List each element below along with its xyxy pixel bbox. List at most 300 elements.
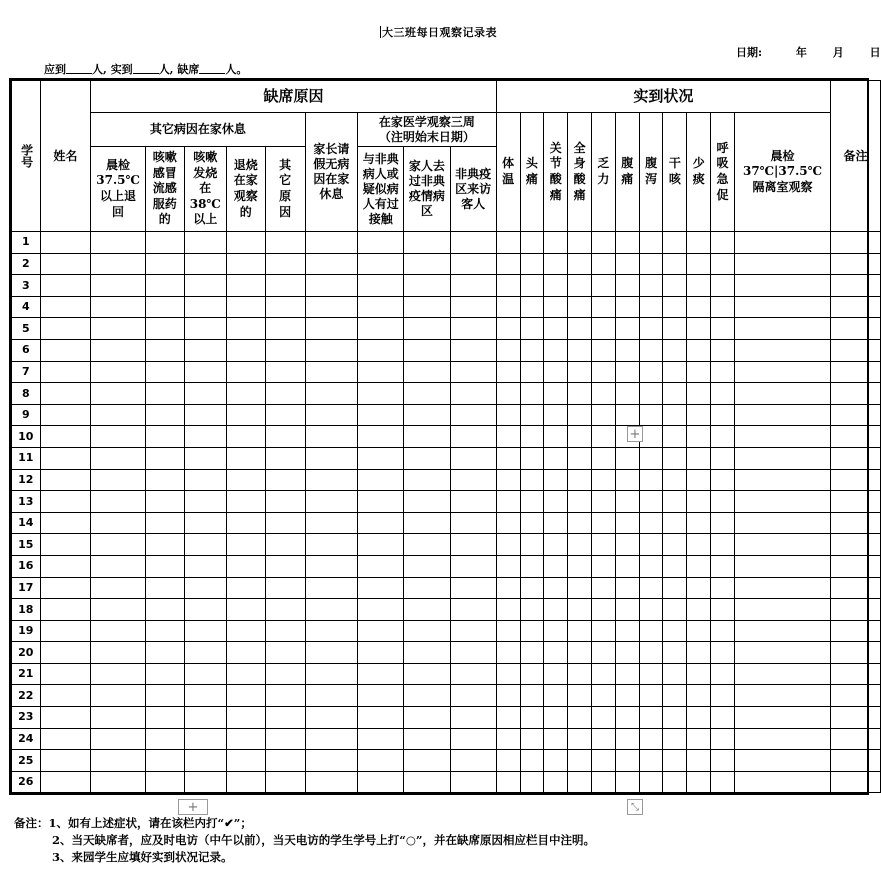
table-cell[interactable] [711,512,735,534]
table-cell[interactable] [358,426,404,448]
table-cell[interactable] [615,383,639,405]
table-cell[interactable] [145,361,184,383]
table-cell[interactable] [226,620,265,642]
table-cell[interactable] [450,642,496,664]
table-cell[interactable] [358,707,404,729]
table-cell[interactable] [639,771,663,793]
table-cell[interactable] [91,491,146,513]
table-cell[interactable] [91,534,146,556]
table-cell[interactable] [184,707,226,729]
table-cell[interactable] [592,534,616,556]
table-cell[interactable] [663,469,687,491]
table-cell[interactable] [40,232,91,254]
table-cell[interactable] [615,447,639,469]
table-cell[interactable] [687,469,711,491]
table-cell[interactable] [450,361,496,383]
table-cell[interactable] [831,232,881,254]
table-cell[interactable] [404,771,450,793]
table-cell[interactable] [734,685,830,707]
table-cell[interactable] [615,253,639,275]
table-cell[interactable] [711,685,735,707]
table-cell[interactable] [639,361,663,383]
table-cell[interactable] [226,534,265,556]
table-cell[interactable] [592,447,616,469]
table-cell[interactable] [831,512,881,534]
table-cell[interactable] [663,296,687,318]
table-cell[interactable] [404,275,450,297]
table-cell[interactable] [145,707,184,729]
table-cell[interactable] [40,599,91,621]
table-cell[interactable] [544,383,568,405]
table-cell[interactable] [615,750,639,772]
table-cell[interactable] [91,318,146,340]
table-cell[interactable] [615,318,639,340]
table-cell[interactable] [615,642,639,664]
table-cell[interactable] [544,296,568,318]
table-cell[interactable] [404,599,450,621]
table-cell[interactable] [568,512,592,534]
table-cell[interactable] [687,491,711,513]
table-cell[interactable] [91,253,146,275]
table-cell[interactable] [305,383,358,405]
table-cell[interactable] [91,296,146,318]
table-cell[interactable] [687,534,711,556]
table-cell[interactable] [265,296,305,318]
table-cell[interactable] [831,447,881,469]
table-cell[interactable] [450,296,496,318]
table-cell[interactable] [711,318,735,340]
table-cell[interactable] [450,728,496,750]
table-cell[interactable] [544,512,568,534]
table-cell[interactable] [145,577,184,599]
table-cell[interactable] [450,232,496,254]
table-cell[interactable] [687,426,711,448]
table-cell[interactable] [615,728,639,750]
table-cell[interactable] [544,447,568,469]
table-cell[interactable] [734,491,830,513]
table-cell[interactable] [615,275,639,297]
table-cell[interactable] [592,685,616,707]
table-cell[interactable] [305,275,358,297]
table-cell[interactable] [663,728,687,750]
table-cell[interactable] [711,577,735,599]
table-cell[interactable] [145,642,184,664]
table-cell[interactable] [91,685,146,707]
table-cell[interactable] [305,577,358,599]
table-cell[interactable] [358,404,404,426]
table-cell[interactable] [711,707,735,729]
table-cell[interactable] [687,296,711,318]
table-cell[interactable] [145,447,184,469]
table-cell[interactable] [358,491,404,513]
table-cell[interactable] [663,707,687,729]
table-cell[interactable] [305,555,358,577]
table-cell[interactable] [40,253,91,275]
table-cell[interactable] [404,361,450,383]
table-cell[interactable] [711,447,735,469]
table-cell[interactable] [639,555,663,577]
table-cell[interactable] [450,750,496,772]
table-cell[interactable] [615,512,639,534]
table-cell[interactable] [91,620,146,642]
table-cell[interactable] [265,404,305,426]
table-cell[interactable] [639,642,663,664]
table-cell[interactable] [831,771,881,793]
table-cell[interactable] [358,296,404,318]
table-cell[interactable] [91,555,146,577]
table-cell[interactable] [592,599,616,621]
table-cell[interactable] [265,512,305,534]
table-cell[interactable] [711,253,735,275]
table-cell[interactable] [358,555,404,577]
table-cell[interactable] [568,253,592,275]
table-cell[interactable] [520,361,544,383]
table-cell[interactable] [520,404,544,426]
table-cell[interactable] [711,771,735,793]
table-cell[interactable] [305,339,358,361]
table-cell[interactable] [358,318,404,340]
table-cell[interactable] [450,599,496,621]
table-cell[interactable] [615,491,639,513]
table-cell[interactable] [265,491,305,513]
table-cell[interactable] [615,620,639,642]
table-cell[interactable] [265,361,305,383]
table-cell[interactable] [496,707,520,729]
table-cell[interactable] [40,771,91,793]
table-cell[interactable] [91,404,146,426]
table-cell[interactable] [450,275,496,297]
table-cell[interactable] [40,512,91,534]
table-cell[interactable] [404,750,450,772]
table-cell[interactable] [450,707,496,729]
table-cell[interactable] [568,361,592,383]
table-cell[interactable] [358,599,404,621]
table-cell[interactable] [305,469,358,491]
table-cell[interactable] [639,275,663,297]
table-cell[interactable] [592,642,616,664]
table-cell[interactable] [265,771,305,793]
table-cell[interactable] [544,750,568,772]
table-cell[interactable] [544,275,568,297]
table-cell[interactable] [305,685,358,707]
table-cell[interactable] [520,771,544,793]
table-cell[interactable] [91,275,146,297]
table-cell[interactable] [40,750,91,772]
table-cell[interactable] [520,707,544,729]
table-cell[interactable] [145,426,184,448]
table-cell[interactable] [734,296,830,318]
table-cell[interactable] [711,555,735,577]
table-cell[interactable] [450,447,496,469]
table-cell[interactable] [734,318,830,340]
table-cell[interactable] [404,620,450,642]
table-cell[interactable] [305,253,358,275]
table-cell[interactable] [404,534,450,556]
table-cell[interactable] [711,534,735,556]
table-cell[interactable] [687,577,711,599]
table-cell[interactable] [544,620,568,642]
table-cell[interactable] [404,318,450,340]
table-cell[interactable] [639,512,663,534]
table-cell[interactable] [568,577,592,599]
table-cell[interactable] [687,253,711,275]
table-cell[interactable] [687,642,711,664]
table-cell[interactable] [496,491,520,513]
table-cell[interactable] [305,750,358,772]
table-cell[interactable] [520,383,544,405]
table-cell[interactable] [265,642,305,664]
table-cell[interactable] [450,491,496,513]
table-cell[interactable] [305,620,358,642]
table-cell[interactable] [226,512,265,534]
table-cell[interactable] [663,534,687,556]
table-cell[interactable] [40,426,91,448]
table-cell[interactable] [91,361,146,383]
table-cell[interactable] [687,728,711,750]
table-cell[interactable] [404,232,450,254]
table-cell[interactable] [450,663,496,685]
table-cell[interactable] [40,318,91,340]
table-cell[interactable] [734,512,830,534]
table-cell[interactable] [450,383,496,405]
table-cell[interactable] [496,555,520,577]
table-cell[interactable] [568,469,592,491]
table-cell[interactable] [687,707,711,729]
table-cell[interactable] [520,599,544,621]
table-cell[interactable] [663,771,687,793]
table-cell[interactable] [305,534,358,556]
table-cell[interactable] [687,339,711,361]
table-cell[interactable] [184,404,226,426]
table-cell[interactable] [663,426,687,448]
table-cell[interactable] [592,512,616,534]
table-cell[interactable] [568,555,592,577]
table-cell[interactable] [404,512,450,534]
table-cell[interactable] [145,512,184,534]
table-cell[interactable] [592,771,616,793]
table-cell[interactable] [663,404,687,426]
table-cell[interactable] [404,707,450,729]
table-cell[interactable] [615,555,639,577]
table-cell[interactable] [145,339,184,361]
table-cell[interactable] [145,750,184,772]
table-cell[interactable] [711,339,735,361]
table-cell[interactable] [226,339,265,361]
table-cell[interactable] [450,534,496,556]
table-cell[interactable] [496,275,520,297]
table-cell[interactable] [734,383,830,405]
table-cell[interactable] [40,491,91,513]
table-cell[interactable] [592,361,616,383]
table-cell[interactable] [265,599,305,621]
table-cell[interactable] [592,555,616,577]
table-cell[interactable] [568,707,592,729]
table-cell[interactable] [265,383,305,405]
table-cell[interactable] [711,232,735,254]
table-cell[interactable] [496,599,520,621]
table-cell[interactable] [592,491,616,513]
table-cell[interactable] [544,491,568,513]
table-cell[interactable] [404,642,450,664]
table-cell[interactable] [265,685,305,707]
table-cell[interactable] [592,577,616,599]
table-cell[interactable] [568,663,592,685]
table-cell[interactable] [568,275,592,297]
table-cell[interactable] [226,707,265,729]
table-cell[interactable] [496,771,520,793]
table-cell[interactable] [305,232,358,254]
table-cell[interactable] [265,232,305,254]
table-cell[interactable] [226,404,265,426]
table-cell[interactable] [40,361,91,383]
table-cell[interactable] [91,663,146,685]
table-cell[interactable] [711,404,735,426]
table-cell[interactable] [831,491,881,513]
table-cell[interactable] [91,512,146,534]
table-cell[interactable] [568,426,592,448]
table-cell[interactable] [358,577,404,599]
table-cell[interactable] [40,275,91,297]
table-cell[interactable] [734,253,830,275]
table-cell[interactable] [404,685,450,707]
table-cell[interactable] [358,361,404,383]
table-cell[interactable] [184,275,226,297]
table-cell[interactable] [496,447,520,469]
table-cell[interactable] [404,447,450,469]
table-cell[interactable] [734,404,830,426]
table-cell[interactable] [592,663,616,685]
table-cell[interactable] [734,620,830,642]
table-cell[interactable] [663,232,687,254]
table-cell[interactable] [520,555,544,577]
table-cell[interactable] [711,426,735,448]
table-cell[interactable] [404,663,450,685]
table-cell[interactable] [145,232,184,254]
table-cell[interactable] [496,361,520,383]
table-cell[interactable] [358,771,404,793]
table-cell[interactable] [184,534,226,556]
table-cell[interactable] [592,253,616,275]
table-cell[interactable] [358,685,404,707]
table-cell[interactable] [404,296,450,318]
table-cell[interactable] [226,728,265,750]
table-cell[interactable] [265,620,305,642]
table-cell[interactable] [520,534,544,556]
table-cell[interactable] [615,361,639,383]
table-cell[interactable] [831,620,881,642]
table-cell[interactable] [184,232,226,254]
table-cell[interactable] [91,750,146,772]
table-cell[interactable] [711,469,735,491]
table-cell[interactable] [831,296,881,318]
table-cell[interactable] [145,620,184,642]
table-cell[interactable] [831,361,881,383]
table-cell[interactable] [496,512,520,534]
table-cell[interactable] [404,577,450,599]
table-cell[interactable] [615,663,639,685]
table-cell[interactable] [145,318,184,340]
table-cell[interactable] [226,555,265,577]
table-cell[interactable] [711,296,735,318]
table-cell[interactable] [184,555,226,577]
table-cell[interactable] [544,361,568,383]
table-cell[interactable] [184,620,226,642]
table-cell[interactable] [91,577,146,599]
table-cell[interactable] [520,728,544,750]
table-cell[interactable] [226,275,265,297]
table-cell[interactable] [91,707,146,729]
table-cell[interactable] [663,361,687,383]
table-cell[interactable] [687,771,711,793]
table-cell[interactable] [40,447,91,469]
table-cell[interactable] [184,663,226,685]
table-cell[interactable] [831,426,881,448]
table-cell[interactable] [831,318,881,340]
table-cell[interactable] [520,750,544,772]
table-cell[interactable] [358,620,404,642]
table-cell[interactable] [145,275,184,297]
table-cell[interactable] [226,383,265,405]
table-cell[interactable] [496,685,520,707]
table-cell[interactable] [184,771,226,793]
table-cell[interactable] [40,663,91,685]
table-cell[interactable] [568,620,592,642]
table-cell[interactable] [639,685,663,707]
table-cell[interactable] [40,728,91,750]
table-cell[interactable] [687,512,711,534]
table-cell[interactable] [226,318,265,340]
table-cell[interactable] [404,383,450,405]
table-cell[interactable] [404,469,450,491]
table-cell[interactable] [226,599,265,621]
table-cell[interactable] [520,426,544,448]
table-cell[interactable] [568,771,592,793]
table-cell[interactable] [265,577,305,599]
table-cell[interactable] [145,404,184,426]
table-cell[interactable] [544,685,568,707]
table-cell[interactable] [184,599,226,621]
table-cell[interactable] [544,404,568,426]
table-cell[interactable] [544,642,568,664]
table-cell[interactable] [568,750,592,772]
table-cell[interactable] [568,404,592,426]
table-cell[interactable] [520,663,544,685]
table-cell[interactable] [711,620,735,642]
table-cell[interactable] [687,599,711,621]
table-cell[interactable] [358,534,404,556]
table-cell[interactable] [687,663,711,685]
table-cell[interactable] [226,685,265,707]
table-cell[interactable] [265,534,305,556]
table-cell[interactable] [592,469,616,491]
table-cell[interactable] [91,447,146,469]
table-cell[interactable] [687,750,711,772]
table-cell[interactable] [91,599,146,621]
table-cell[interactable] [450,512,496,534]
table-resize-handle[interactable]: ⤡ [627,799,643,815]
table-cell[interactable] [734,447,830,469]
table-cell[interactable] [544,232,568,254]
table-cell[interactable] [592,232,616,254]
table-cell[interactable] [734,707,830,729]
table-cell[interactable] [496,232,520,254]
table-cell[interactable] [40,469,91,491]
table-cell[interactable] [305,707,358,729]
table-cell[interactable] [40,707,91,729]
table-cell[interactable] [265,707,305,729]
table-cell[interactable] [404,555,450,577]
table-cell[interactable] [145,663,184,685]
